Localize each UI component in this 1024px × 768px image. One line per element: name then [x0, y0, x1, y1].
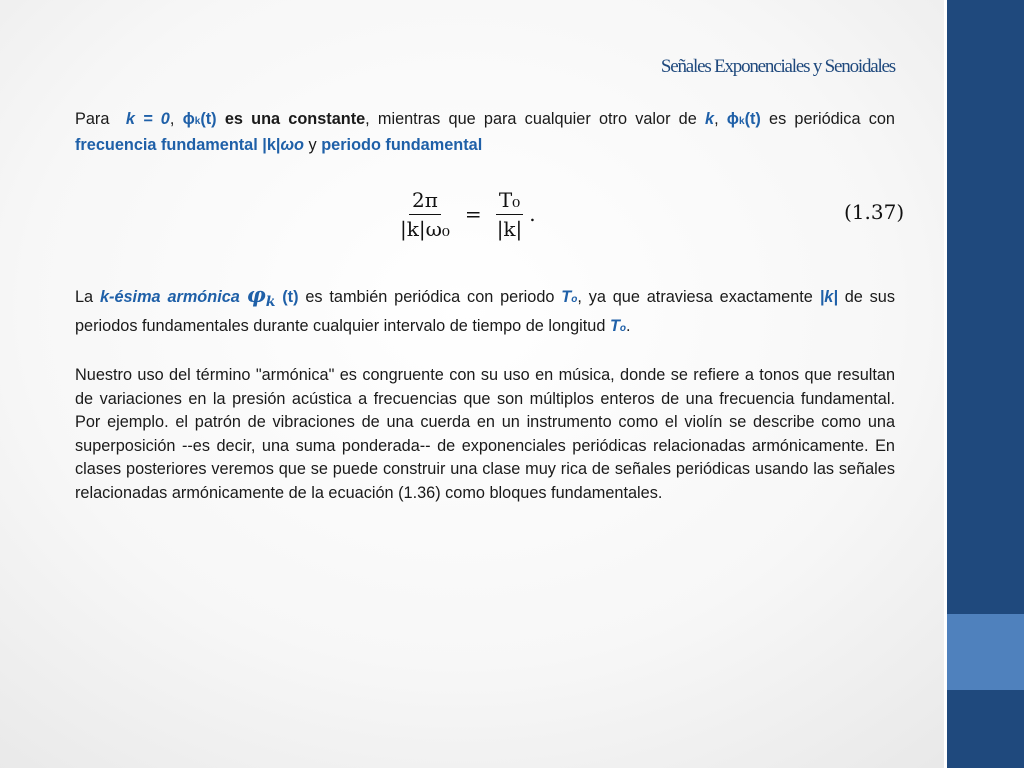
equation-period: .: [529, 202, 536, 226]
p1-mid: , mientras que para cualquier otro valor de: [365, 110, 697, 128]
equals-sign: =: [464, 202, 482, 226]
p1-k-sub2: k: [739, 116, 745, 127]
paragraph-harmonic-music: Nuestro uso del término "armónica" es congruente con su uso en música, donde se refiere a tonos que resultan de variaciones en la presión acústica a frecuencias que son múltiplos enteros de una frecuencia fundamental. Por ejemplo. el patrón de vibraciones de una cuerda en un instrumento como el violín se describe como una superposición --es decir, una suma ponderada-- de exponenciales periódicas relacionadas armónicamente. En clases posteriores veremos que se puede construir una clase muy rica de señales periódicas usando las señales relacionadas armónicamente de la ecuación (1.36) como bloques fundamentales.: [75, 366, 895, 502]
p1-para: Para: [75, 110, 110, 128]
p2-la: La: [75, 288, 94, 306]
p1-k: k: [705, 110, 715, 128]
fraction-left-denominator: |k|ω₀: [400, 216, 450, 241]
sidebar-accent-block: [947, 614, 1024, 690]
p2-text1: es también periódica con periodo: [305, 288, 555, 306]
p2-o-sub: o: [571, 294, 578, 305]
p1-phi2: ϕ: [726, 110, 739, 128]
p2-text3: de sus periodos fundamentales durante cualquier intervalo de tiempo de longitud: [75, 288, 895, 335]
p2-T: T: [561, 288, 572, 306]
fraction-right-numerator: T₀: [496, 188, 523, 215]
p1-comma2: ,: [714, 110, 719, 128]
equation-1-37: [393, 186, 536, 242]
p1-comma: ,: [169, 110, 175, 128]
p2-text2: , ya que atraviesa exactamente: [577, 288, 813, 306]
p1-t: (t): [200, 110, 217, 128]
fraction-right: [494, 188, 526, 241]
fraction-left-numerator: 2π: [409, 188, 441, 215]
equation-number: (1.37): [844, 200, 905, 224]
p1-periodic: es periódica con: [769, 110, 895, 128]
fraction-left: [397, 188, 453, 241]
slide-title: Señales Exponenciales y Senoidales: [660, 56, 895, 77]
p2-t: (t): [282, 288, 299, 306]
p2-end: .: [626, 316, 631, 335]
paragraph-kth-harmonic: [75, 283, 895, 340]
p1-t2: (t): [744, 110, 761, 128]
p1-period: periodo fundamental: [321, 135, 483, 154]
p2-o-sub2: o: [619, 322, 626, 334]
p2-k-sub: k: [265, 294, 276, 310]
p1-frequency: frecuencia fundamental |k|: [75, 135, 281, 154]
p2-kth-harmonic: k-ésima armónica: [99, 288, 240, 306]
p1-k-sub: k: [194, 116, 201, 127]
p2-abs-k: |k|: [819, 288, 838, 306]
p1-omega: ωo: [280, 135, 304, 154]
p2-phi: φ: [246, 282, 266, 307]
p1-and: y: [308, 135, 317, 154]
paragraph-constant-case: [75, 108, 895, 157]
p1-k-zero: k = 0: [125, 110, 170, 128]
p1-constant: es una constante: [224, 110, 366, 128]
fraction-right-denominator: |k|: [496, 216, 523, 241]
p2-T2: T: [609, 316, 620, 335]
p1-phi: ϕ: [182, 110, 195, 128]
